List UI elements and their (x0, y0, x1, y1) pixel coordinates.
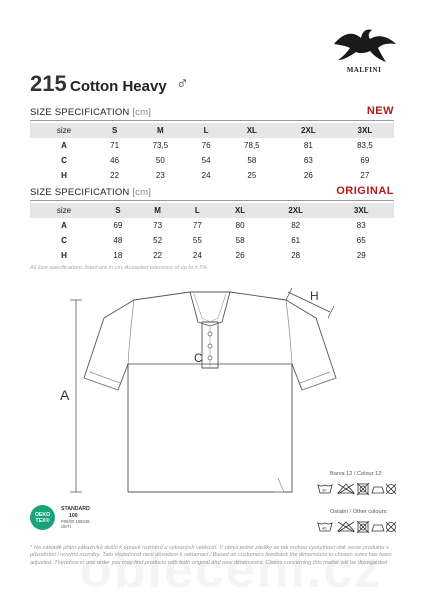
table-cell: 28 (291, 251, 301, 260)
table-cell: 52 (153, 236, 163, 245)
table-row (30, 138, 394, 153)
table-cell: 83,5 (357, 141, 373, 150)
row-label: A (61, 221, 67, 230)
length-measure-line (70, 300, 82, 492)
footnote: * Na základě přání zákazníků došlo k úpravě rozměrů u vybraných velikostí. V rámci jedné zásilky se tak mohou vyskytnout obě verze produktu s původními i novými rozměry. Tato skutečnost není důvodem k reklamaci / Based on customers feedback the dimensions in chosen sizes has been adjusted. Therefore in one order you may find products with both original and new dimensions. Claims concerning this matter will be disregarded (30, 545, 392, 566)
table-cell: 61 (291, 236, 301, 245)
row-label: H (61, 171, 67, 180)
row-label: A (61, 141, 67, 150)
table-cell: 24 (192, 251, 202, 260)
header-cell: 2XL (281, 123, 336, 138)
table-cell: 22 (110, 171, 120, 180)
table-cell: 69 (360, 156, 370, 165)
table-cell: 73 (153, 221, 163, 230)
header-cell: 3XL (328, 203, 394, 218)
oeko-standard-number: 100 (69, 512, 78, 519)
table-cell: 58 (247, 156, 257, 165)
table-cell: 69 (113, 221, 123, 230)
spec-unit: [cm] (132, 107, 152, 118)
table-row (30, 233, 394, 248)
product-code: 215 (30, 71, 67, 96)
row-label: C (61, 236, 67, 245)
spec-title-text: SIZE SPECIFICATION (30, 187, 130, 198)
product-name: Cotton Heavy (70, 78, 167, 95)
table-row (30, 153, 394, 168)
iron-icon (372, 525, 384, 531)
oeko-standard (61, 506, 90, 519)
size-table-new (30, 123, 394, 183)
table-cell: 65 (356, 236, 366, 245)
table-cell: 24 (201, 171, 211, 180)
header-cell: S (98, 203, 138, 218)
malfini-bird-logo (328, 24, 400, 66)
table-cell: 76 (201, 141, 211, 150)
table-cell: 73,5 (152, 141, 169, 150)
tolerance-note: All size specifications listed are in cm. Accepted tolerance of up to ± 5% (30, 265, 208, 271)
male-symbol-icon: ♂ (176, 74, 189, 93)
spec-tag-new: NEW (366, 105, 394, 117)
header-cell: L (178, 203, 218, 218)
table-cell: 71 (110, 141, 120, 150)
label-h: H (310, 289, 319, 303)
table-cell: 83 (356, 221, 366, 230)
table-header-row (30, 203, 394, 218)
buttons (208, 332, 212, 360)
oeko-tex-badge: OEKO TEX® (30, 505, 55, 530)
oeko-standard-label: STANDARD (61, 506, 90, 512)
polo-shirt-diagram (30, 282, 394, 512)
header-cell: M (138, 203, 178, 218)
table-cell: 26 (235, 251, 245, 260)
divider (30, 200, 394, 201)
spec-unit: [cm] (132, 187, 152, 198)
label-a: A (60, 387, 70, 403)
table-cell: 81 (303, 141, 313, 150)
spec-title-original (30, 187, 151, 198)
table-cell: 77 (192, 221, 202, 230)
header-cell: S (98, 123, 131, 138)
care-label-other: Ostatní / Other colours: (330, 509, 388, 515)
care-label-colour12: Barva 12 / Colour 12: (330, 471, 383, 477)
divider (30, 120, 394, 121)
table-cell: 78,5 (244, 141, 260, 150)
table-cell: 25 (247, 171, 257, 180)
label-c: C (194, 351, 203, 365)
size-table-original (30, 203, 394, 263)
care-symbols-other (316, 519, 396, 533)
table-cell: 48 (113, 236, 123, 245)
table-cell: 80 (235, 221, 245, 230)
wash-temp: 30 (322, 487, 327, 493)
table-row (30, 248, 394, 263)
oeko-cert (61, 519, 89, 529)
spec-title-text: SIZE SPECIFICATION (30, 107, 130, 118)
table-cell: 58 (235, 236, 245, 245)
table-cell: 29 (356, 251, 366, 260)
brand-name: MALFINI (346, 66, 382, 74)
iron-icon (372, 487, 384, 493)
wash-temp: 40 (322, 525, 327, 531)
row-label: H (61, 251, 67, 260)
table-cell: 46 (110, 156, 120, 165)
oeko-institute: OETI (61, 524, 71, 529)
table-cell: 63 (303, 156, 313, 165)
table-cell: 18 (113, 251, 123, 260)
table-cell: 26 (303, 171, 313, 180)
header-cell: size (30, 123, 98, 138)
table-cell: 23 (155, 171, 165, 180)
table-row (30, 168, 394, 183)
oeko-cert-number: P08/00 155349 (61, 519, 90, 524)
table-cell: 50 (155, 156, 165, 165)
spec-title-new (30, 107, 151, 118)
header-cell: L (189, 123, 222, 138)
header-cell: 2XL (263, 203, 329, 218)
care-symbols-colour12 (316, 481, 396, 495)
table-cell: 22 (153, 251, 163, 260)
collar (190, 292, 230, 326)
table-cell: 54 (201, 156, 211, 165)
header-cell: XL (223, 123, 281, 138)
table-header-row (30, 123, 394, 138)
header-cell: M (131, 123, 189, 138)
header-cell: 3XL (336, 123, 394, 138)
table-cell: 82 (291, 221, 301, 230)
header-cell: XL (217, 203, 263, 218)
table-cell: 55 (192, 236, 202, 245)
table-cell: 27 (360, 171, 370, 180)
row-label: C (61, 156, 67, 165)
header-cell: size (30, 203, 98, 218)
spec-tag-original: ORIGINAL (336, 185, 394, 197)
table-row (30, 218, 394, 233)
